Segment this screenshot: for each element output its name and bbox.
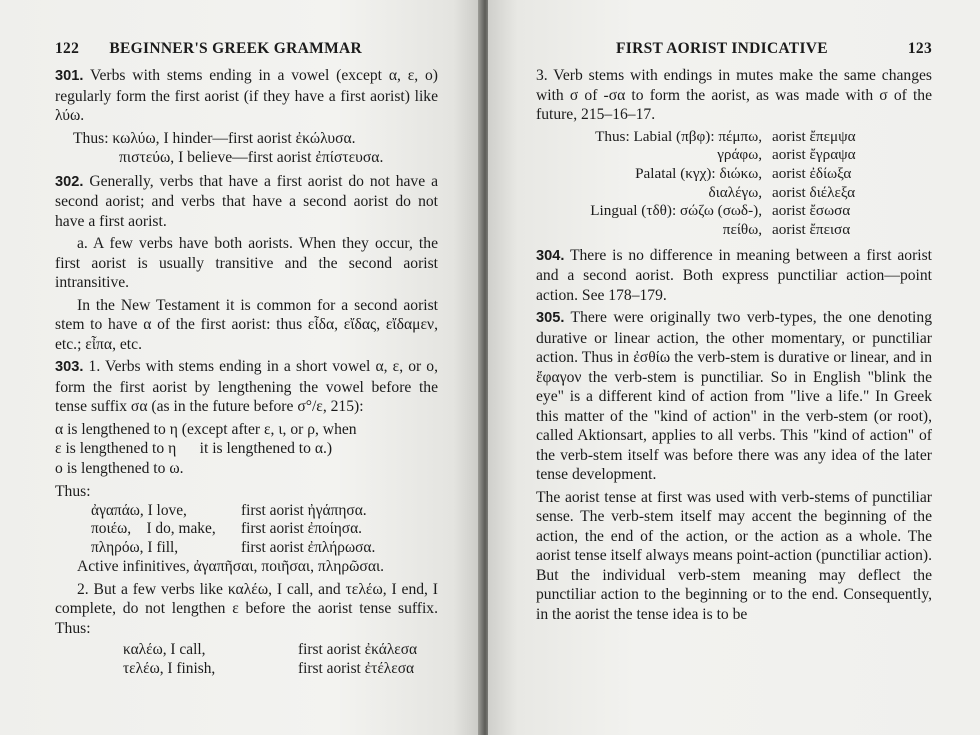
section-305-number: 305. xyxy=(536,310,565,327)
aorist-table-aorist: aorist διέλεξα xyxy=(772,183,856,201)
section-303-text: 1. Verbs with stems ending in a short vowel α, ε, or ο, form the first aorist by lengthening the vowel before the tense suffix σα (as in the future before σ°/ε, 215): xyxy=(55,358,439,415)
example-verb: τελέω, I finish, xyxy=(123,659,216,677)
aorist-table-aorist: aorist ἔπεμψα xyxy=(772,127,856,145)
aorist-table-aorist: aorist ἔπεισα xyxy=(772,221,851,239)
page-number-right: 123 xyxy=(907,40,932,57)
example-verb: πληρόω, I fill, xyxy=(91,538,179,556)
section-303-number: 303. xyxy=(55,359,84,375)
paragraph-3: 3. Verb stems with endings in mutes make the same changes with σ of -σα to form the aorist, as was made with σ of the future, 215–16–17. xyxy=(536,67,932,123)
running-head-left xyxy=(55,40,438,58)
section-305-text: There were originally two verb-types, the one denoting durative or linear action, the other momentary, or punctiliar action. Thus in ἐσθίω the verb-stem is durative or linear, and in ἔφαγον the verb-stem is punctiliar. So in English "blink the eye" is a different kind of action from "live a life." In Greek this matter of the "kind of action" in the verb-stem (or root), called Aktionsart, applies to all verbs. This "kind of action" of the verb-stem itself was before there was any idea of the later tense development. xyxy=(536,309,932,484)
example-row xyxy=(55,502,438,521)
page-number-left: 122 xyxy=(55,40,80,57)
aorist-table-verb: Lingual (τδθ): σώζω (σωδ-), xyxy=(590,202,762,220)
section-304 xyxy=(536,246,932,306)
section-302-number: 302. xyxy=(55,173,84,190)
section-301-text: Verbs with stems ending in a vowel (except α, ε, ο) regularly form the first aorist (if they have a first aorist) like λύω. xyxy=(55,67,438,124)
active-infinitives: Active infinitives, ἀγαπῆσαι, ποιῆσαι, πληρῶσαι. xyxy=(77,558,385,575)
aorist-table-verb: γράφω, xyxy=(717,146,762,164)
section-302 xyxy=(55,172,438,232)
rule-omicron: ο is lengthened to ω. xyxy=(55,459,184,477)
thus-line-2: πιστεύω, I believe—first aorist ἐπίστευσα. xyxy=(119,149,384,166)
aorist-table-verb: διαλέγω, xyxy=(708,183,762,201)
section-302-nt: In the New Testament it is common for a second aorist stem to have α of the first aorist: thus εἶδα, εἴδας, εἴδαμεν, etc.; εἶπα, etc. xyxy=(55,296,438,353)
thus-label: Thus: xyxy=(55,483,91,500)
section-304-text: There is no difference in meaning between a first aorist and a second aorist. Both express punctiliar action—point action. See 178–179. xyxy=(536,246,932,304)
aorist-table-verb: πείθω, xyxy=(722,221,762,239)
running-title-left: BEGINNER'S GREEK GRAMMAR xyxy=(109,40,362,57)
section-304-number: 304. xyxy=(536,247,565,264)
example-verb: ποιέω, I do, make, xyxy=(91,520,216,537)
aorist-table-verb: Palatal (κγχ): διώκω, xyxy=(635,164,762,182)
example-aorist: first aorist ἐκάλεσα xyxy=(298,641,418,658)
section-305 xyxy=(536,308,932,485)
example-verb: καλέω, I call, xyxy=(123,641,206,658)
left-page xyxy=(0,0,482,735)
section-301 xyxy=(55,66,438,126)
aorist-table-aorist: aorist ἔγραψα xyxy=(772,146,856,164)
aorist-table-aorist: aorist ἐδίωξα xyxy=(772,164,852,182)
thus-line-1: Thus: κωλύω, I hinder—first aorist ἐκώλυσα. xyxy=(73,129,356,147)
section-302-a: a. A few verbs have both aorists. When they occur, the first aorist is usually transitive and the second aorist intransitive. xyxy=(55,235,438,291)
right-page xyxy=(488,0,980,735)
example-aorist: first aorist ἠγάπησα. xyxy=(241,501,367,519)
aorist-table-aorist: aorist ἔσωσα xyxy=(772,202,851,220)
example-row xyxy=(55,539,438,558)
section-301-number: 301. xyxy=(55,68,84,84)
section-302-text: Generally, verbs that have a first aorist do not have a second aorist; and verbs that have a second aorist do not have a first aorist. xyxy=(55,172,438,230)
example-verb: ἀγαπάω, I love, xyxy=(91,501,187,519)
aorist-table-verb: Thus: Labial (πβφ): πέμπω, xyxy=(595,127,762,145)
paragraph-aorist-tense: The aorist tense at first was used with verb-stems of punctiliar sense. The verb-stem itself may accent the beginning of the action, the end of the action, or the action as a whole. The aorist tense itself always means point-action (punctiliar action). But the individual verb-stem meaning may deflect the punctiliar action to the beginning or to the end. Consequently, in the aorist the tense idea is to be xyxy=(536,488,932,623)
example-row xyxy=(55,641,438,660)
rule-alpha: α is lengthened to η (except after ε, ι, or ρ, when xyxy=(55,420,357,438)
example-aorist: first aorist ἐπλήρωσα. xyxy=(241,538,376,556)
running-title-right: FIRST AORIST INDICATIVE xyxy=(616,40,828,57)
section-303 xyxy=(55,357,438,417)
aorist-table xyxy=(536,128,932,240)
running-head-right xyxy=(536,40,932,58)
rule-epsilon: ε is lengthened to η it is lengthened to α.) xyxy=(55,440,333,457)
example-row xyxy=(55,520,438,539)
example-aorist: first aorist ἐτέλεσα xyxy=(298,659,415,677)
section-303-2: 2. But a few verbs like καλέω, I call, and τελέω, I end, I complete, do not lengthen ε before the aorist tense suffix. Thus: xyxy=(55,580,438,637)
example-aorist: first aorist ἐποίησα. xyxy=(241,520,363,537)
example-row xyxy=(55,660,438,679)
